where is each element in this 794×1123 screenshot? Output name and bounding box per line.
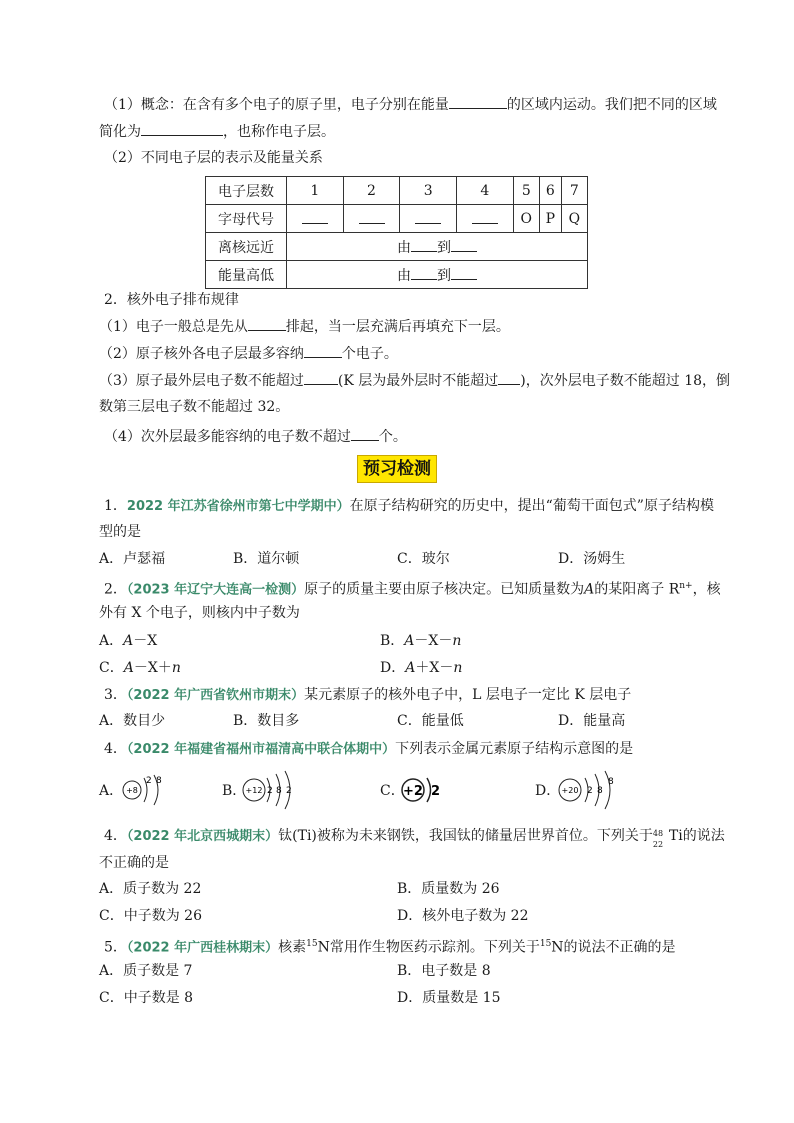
question-4: 4．（2022 年福建省福州市福清高中联合体期中）下列表示金属元素原子结构示意图的是: [104, 741, 634, 757]
q4-option-a[interactable]: A．: [99, 783, 124, 799]
svg-text:2: 2: [431, 784, 441, 799]
blank: [415, 209, 441, 224]
row-label: 能量高低: [206, 261, 287, 289]
blank: [472, 209, 498, 224]
blank: [141, 121, 223, 136]
q4-option-d[interactable]: D．: [535, 783, 561, 799]
question-1: 1．2022 年江苏省徐州市第七中学期中）在原子结构研究的历史中，提出“葡萄干面包式”原子结构模: [104, 498, 714, 514]
q3-option-d[interactable]: D．能量高: [558, 713, 626, 729]
blank: [411, 237, 437, 252]
q5-option-d[interactable]: D．质量数是 15: [397, 990, 501, 1006]
electron-shell-table: [205, 176, 588, 289]
q5-option-a[interactable]: A．质子数是 7: [99, 963, 193, 979]
atom-diagram-c: [400, 770, 444, 810]
rule-2: （2）原子核外各电子层最多容纳 个电子。: [99, 343, 398, 364]
blank: [498, 370, 520, 385]
q2-option-a[interactable]: A．A－X: [99, 633, 158, 649]
q4b-option-c[interactable]: C．中子数为 26: [99, 908, 202, 924]
rule-3-cont: 数第三层电子数不能超过 32。: [99, 399, 290, 415]
question-4b-cont: 不正确的是: [99, 855, 169, 871]
q1-option-d[interactable]: D．汤姆生: [558, 551, 626, 567]
q4b-option-d[interactable]: D．核外电子数为 22: [397, 908, 529, 924]
svg-text:+2: +2: [403, 784, 423, 799]
svg-text:2: 2: [587, 786, 593, 796]
blank: [304, 370, 338, 385]
blank: [411, 265, 437, 280]
section-2-title: 2．核外电子排布规律: [104, 292, 239, 308]
question-5: 5．（2022 年广西桂林期末）核素$^{15}$N常用作生物医药示踪剂。下列关于$^{15}$N的说法不正确的是: [104, 939, 676, 956]
q3-option-c[interactable]: C．能量低: [397, 713, 464, 729]
svg-text:8: 8: [156, 776, 162, 786]
svg-text:2: 2: [286, 786, 292, 796]
question-1-cont: 型的是: [99, 524, 141, 540]
svg-text:8: 8: [608, 777, 614, 787]
svg-text:+20: +20: [561, 786, 579, 795]
atom-diagram-b: [242, 768, 302, 812]
q3-option-a[interactable]: A．数目少: [99, 713, 166, 729]
blank: [359, 209, 385, 224]
rule-3: （3）原子最外层电子数不能超过 (K 层为最外层时不能超过 )，次外层电子数不能超过 18，倒: [99, 370, 730, 391]
row-label: 离核远近: [206, 233, 287, 261]
question-2-cont: 外有 X 个电子，则核内中子数为: [99, 605, 300, 621]
blank: [351, 426, 379, 441]
isotope-ti: 48 22: [652, 829, 664, 849]
q3-option-b[interactable]: B．数目多: [233, 713, 300, 729]
svg-text:+8: +8: [126, 786, 138, 795]
table-row: 电子层数 1 2 3 4 5 6 7: [206, 177, 588, 205]
blank: [451, 237, 477, 252]
table-row: 能量高低 由 到: [206, 261, 588, 289]
blank: [248, 316, 286, 331]
subheading-shell-table: （2）不同电子层的表示及能量关系: [104, 150, 323, 166]
svg-text:2: 2: [146, 776, 152, 786]
table-row: 字母代号 O P Q: [206, 205, 588, 233]
blank: [302, 209, 328, 224]
question-4b: 4．（2022 年北京西城期末）钛(Ti)被称为未来钢铁，我国钛的储量居世界首位。下列关于 48 22 Ti的说法: [104, 828, 725, 849]
row-label: 字母代号: [206, 205, 287, 233]
table-row: 离核远近 由 到: [206, 233, 588, 261]
q2-option-d[interactable]: D．A＋X－n: [380, 660, 463, 676]
rule-4: （4）次外层最多能容纳的电子数不超过 个。: [104, 426, 407, 447]
q4-option-b[interactable]: B．: [222, 783, 247, 799]
svg-text:8: 8: [597, 786, 603, 796]
atom-diagram-a: [122, 770, 172, 810]
question-3: 3．（2022 年广西省钦州市期末）某元素原子的核外电子中，L 层电子一定比 K 层电子: [104, 687, 632, 703]
q1-option-a[interactable]: A．卢瑟福: [99, 551, 166, 567]
q5-option-c[interactable]: C．中子数是 8: [99, 990, 194, 1006]
question-2: 2．（2023 年辽宁大连高一检测）原子的质量主要由原子核决定。已知质量数为A的某阳离子 $R^{n+}$，核: [104, 581, 721, 598]
concept-line-1: （1）概念：在含有多个电子的原子里，电子分别在能量 的区域内运动。我们把不同的区域: [104, 94, 717, 115]
rule-1: （1）电子一般总是先从 排起，当一层充满后再填充下一层。: [99, 316, 510, 337]
q4b-option-a[interactable]: A．质子数为 22: [99, 881, 202, 897]
row-label: 电子层数: [206, 177, 287, 205]
svg-text:8: 8: [276, 786, 282, 796]
q5-option-b[interactable]: B．电子数是 8: [397, 963, 491, 979]
q1-option-b[interactable]: B．道尔顿: [233, 551, 300, 567]
atom-diagram-d: [557, 768, 621, 812]
concept-line-2: 简化为 ，也称作电子层。: [99, 121, 335, 142]
q4-option-c[interactable]: C．: [380, 783, 405, 799]
blank: [304, 343, 342, 358]
svg-text:2: 2: [267, 786, 273, 796]
section-badge: 预习检测: [357, 455, 437, 483]
q2-option-b[interactable]: B．A－X－n: [380, 633, 462, 649]
q2-option-c[interactable]: C．A－X＋n: [99, 660, 181, 676]
svg-text:+12: +12: [245, 786, 263, 795]
blank: [451, 265, 477, 280]
blank: [449, 94, 507, 109]
q1-option-c[interactable]: C．玻尔: [397, 551, 450, 567]
q4b-option-b[interactable]: B．质量数为 26: [397, 881, 500, 897]
